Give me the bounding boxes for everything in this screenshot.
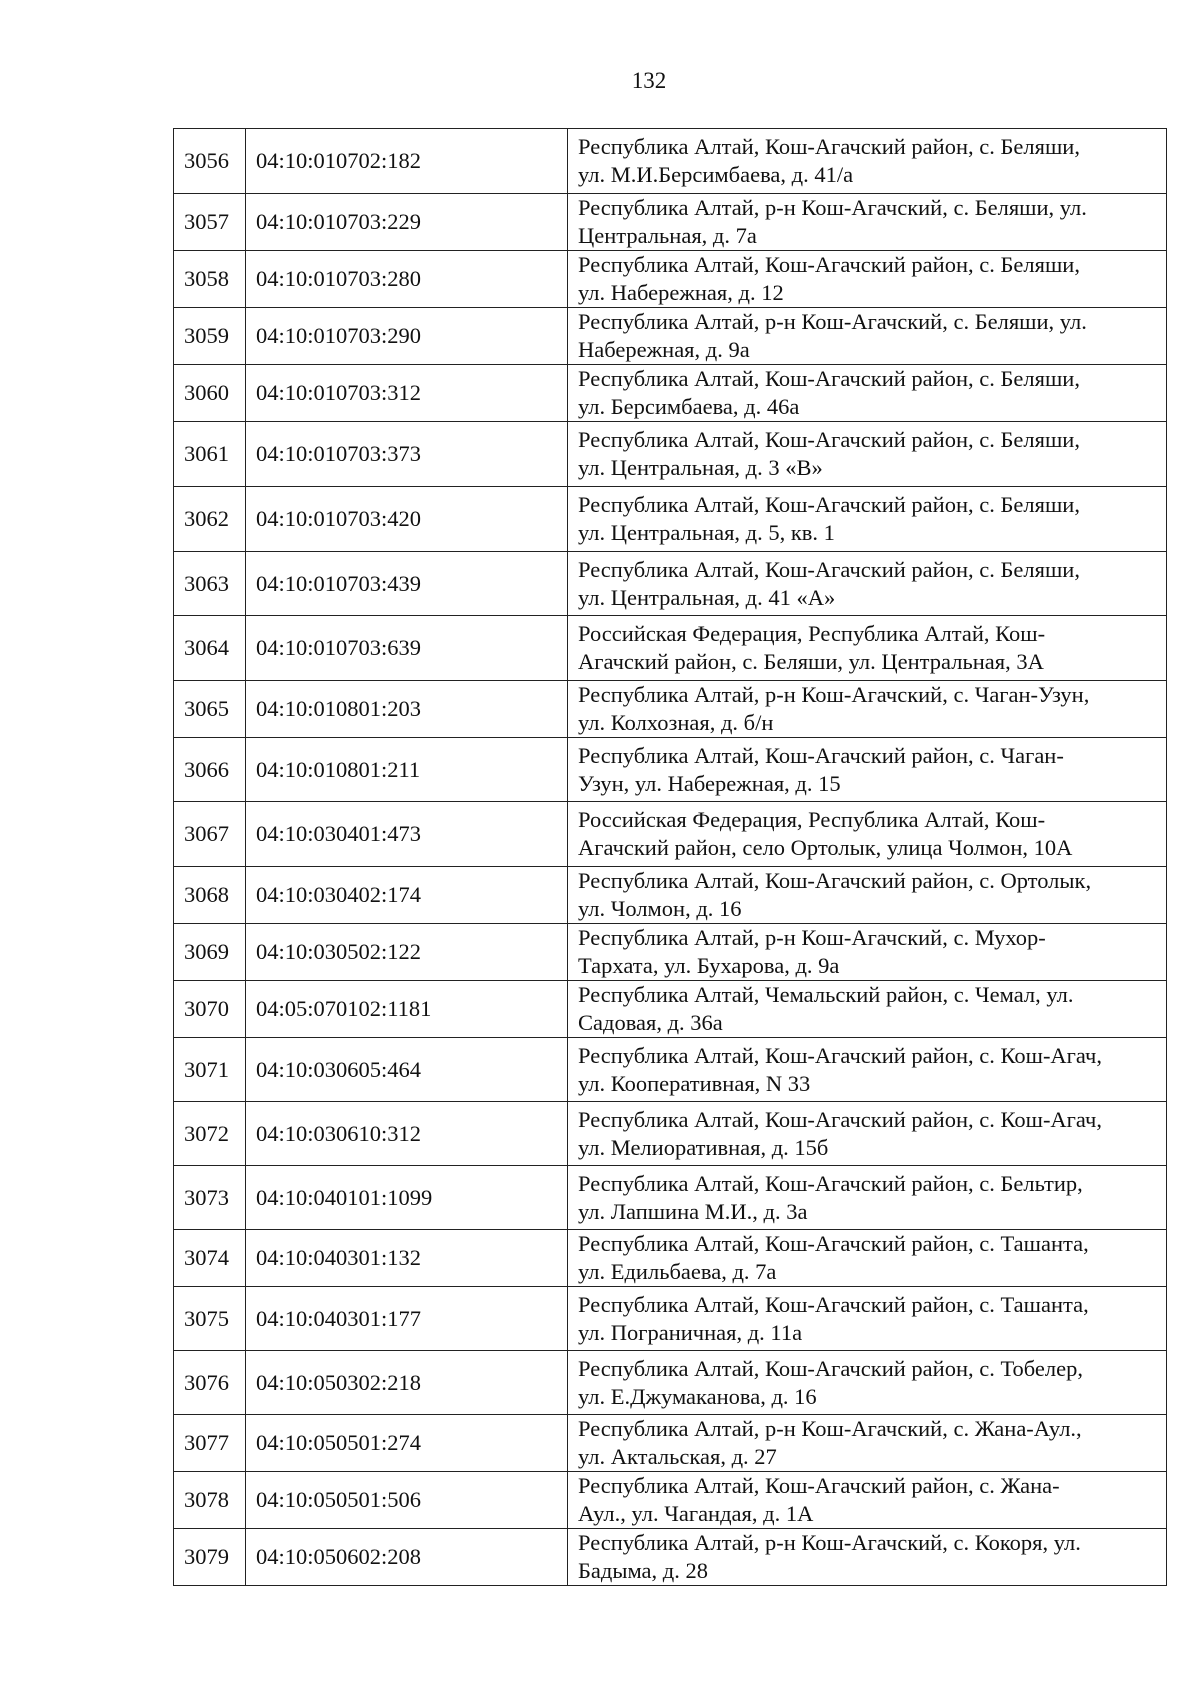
address-line-1: Российская Федерация, Республика Алтай, Кош- (578, 621, 1046, 646)
cadastral-number: 04:10:030605:464 (246, 1038, 568, 1102)
address-line-1: Республика Алтай, Кош-Агачский район, с. Чаган- (578, 742, 1064, 768)
row-number: 3063 (174, 552, 246, 616)
address-line-1: Республика Алтай, Кош-Агачский район, с. Жана- (578, 1473, 1060, 1498)
table-row (174, 738, 1167, 802)
cadastral-number: 04:10:040301:177 (246, 1287, 568, 1351)
address-line-1: Республика Алтай, Кош-Агачский район, с. Беляши, (578, 427, 1080, 452)
row-number: 3073 (174, 1166, 246, 1230)
table-row (174, 487, 1167, 552)
address-line-1: Республика Алтай, Кош-Агачский район, с. Ташанта, (578, 1231, 1089, 1256)
address-line-2: Центральная, д. 7а (578, 223, 757, 248)
row-number: 3077 (174, 1415, 246, 1472)
row-number: 3075 (174, 1287, 246, 1351)
address-line-2: ул. Чолмон, д. 16 (578, 896, 742, 921)
row-number: 3066 (174, 738, 246, 802)
address-cell (568, 129, 1167, 194)
cadastral-number: 04:10:010703:639 (246, 616, 568, 681)
table-row (174, 616, 1167, 681)
address-line-2: Садовая, д. 36а (578, 1010, 723, 1035)
address-line-2: ул. Пограничная, д. 11а (578, 1319, 803, 1345)
cadastral-number: 04:05:070102:1181 (246, 981, 568, 1038)
table-row (174, 981, 1167, 1038)
address-line-1: Республика Алтай, Кош-Агачский район, с. Беляши, (578, 134, 1080, 159)
address-line-2: ул. Мелиоративная, д. 15б (578, 1134, 829, 1160)
address-cell (568, 487, 1167, 552)
address-line-1: Республика Алтай, р-н Кош-Агачский, с. Беляши, ул. (578, 309, 1087, 334)
address-line-1: Республика Алтай, Кош-Агачский район, с. Ортолык, (578, 868, 1092, 893)
address-cell (568, 365, 1167, 422)
address-line-2: Бадыма, д. 28 (578, 1558, 708, 1583)
table-row (174, 1038, 1167, 1102)
cadastral-number: 04:10:050501:506 (246, 1472, 568, 1529)
registry-table-body (174, 129, 1167, 1586)
address-line-1: Республика Алтай, Кош-Агачский район, с. Ташанта, (578, 1291, 1089, 1317)
row-number: 3078 (174, 1472, 246, 1529)
table-row (174, 552, 1167, 616)
address-line-2: Тархата, ул. Бухарова, д. 9а (578, 953, 840, 978)
address-cell (568, 1102, 1167, 1166)
table-row (174, 867, 1167, 924)
row-number: 3064 (174, 616, 246, 681)
row-number: 3069 (174, 924, 246, 981)
address-cell (568, 681, 1167, 738)
row-number: 3071 (174, 1038, 246, 1102)
cadastral-number: 04:10:010703:312 (246, 365, 568, 422)
cadastral-number: 04:10:030401:473 (246, 802, 568, 867)
row-number: 3059 (174, 308, 246, 365)
cadastral-number: 04:10:010703:373 (246, 422, 568, 487)
address-line-1: Республика Алтай, Кош-Агачский район, с. Беляши, (578, 252, 1080, 277)
table-row (174, 1351, 1167, 1415)
cadastral-number: 04:10:010801:211 (246, 738, 568, 802)
cadastral-number: 04:10:040101:1099 (246, 1166, 568, 1230)
address-line-2: ул. М.И.Берсимбаева, д. 41/а (578, 162, 854, 187)
address-cell (568, 251, 1167, 308)
address-line-1: Республика Алтай, р-н Кош-Агачский, с. Беляши, ул. (578, 195, 1087, 220)
address-cell (568, 616, 1167, 681)
address-cell (568, 1472, 1167, 1529)
table-row (174, 365, 1167, 422)
address-line-2: ул. Центральная, д. 5, кв. 1 (578, 520, 835, 545)
address-line-1: Республика Алтай, р-н Кош-Агачский, с. Кокоря, ул. (578, 1530, 1081, 1555)
address-cell (568, 1415, 1167, 1472)
table-row (174, 1415, 1167, 1472)
address-line-1: Республика Алтай, Кош-Агачский район, с. Кош-Агач, (578, 1106, 1102, 1132)
address-cell (568, 308, 1167, 365)
address-line-2: ул. Берсимбаева, д. 46а (578, 394, 800, 419)
address-cell (568, 1230, 1167, 1287)
table-row (174, 1529, 1167, 1586)
address-line-2: ул. Кооперативная, N 33 (578, 1070, 811, 1096)
row-number: 3079 (174, 1529, 246, 1586)
address-line-2: Агачский район, село Ортолык, улица Чолмон, 10А (578, 835, 1073, 860)
address-cell (568, 552, 1167, 616)
address-cell (568, 867, 1167, 924)
row-number: 3070 (174, 981, 246, 1038)
table-row (174, 1166, 1167, 1230)
table-row (174, 308, 1167, 365)
cadastral-number: 04:10:010801:203 (246, 681, 568, 738)
cadastral-number: 04:10:010703:290 (246, 308, 568, 365)
address-line-2: Набережная, д. 9а (578, 337, 750, 362)
address-line-1: Республика Алтай, Чемальский район, с. Чемал, ул. (578, 982, 1074, 1007)
row-number: 3072 (174, 1102, 246, 1166)
table-row (174, 251, 1167, 308)
address-line-2: ул. Лапшина М.И., д. 3а (578, 1198, 808, 1224)
address-cell (568, 422, 1167, 487)
registry-table (173, 128, 1167, 1586)
address-line-1: Республика Алтай, Кош-Агачский район, с. Кош-Агач, (578, 1042, 1102, 1068)
address-line-2: ул. Центральная, д. 41 «А» (578, 584, 836, 610)
address-line-1: Республика Алтай, Кош-Агачский район, с. Беляши, (578, 366, 1080, 391)
address-cell (568, 738, 1167, 802)
row-number: 3065 (174, 681, 246, 738)
row-number: 3058 (174, 251, 246, 308)
row-number: 3057 (174, 194, 246, 251)
cadastral-number: 04:10:030610:312 (246, 1102, 568, 1166)
table-row (174, 802, 1167, 867)
cadastral-number: 04:10:050602:208 (246, 1529, 568, 1586)
row-number: 3056 (174, 129, 246, 194)
address-line-1: Республика Алтай, р-н Кош-Агачский, с. Мухор- (578, 925, 1046, 950)
table-row (174, 1472, 1167, 1529)
address-line-1: Республика Алтай, р-н Кош-Агачский, с. Чаган-Узун, (578, 682, 1090, 707)
address-line-2: ул. Едильбаева, д. 7а (578, 1259, 777, 1284)
table-row (174, 924, 1167, 981)
table-row (174, 1102, 1167, 1166)
address-cell (568, 1038, 1167, 1102)
cadastral-number: 04:10:010703:280 (246, 251, 568, 308)
address-line-2: ул. Актальская, д. 27 (578, 1444, 777, 1469)
address-line-2: ул. Колхозная, д. б/н (578, 710, 774, 735)
address-cell (568, 1287, 1167, 1351)
address-line-1: Республика Алтай, Кош-Агачский район, с. Беляши, (578, 556, 1080, 582)
address-line-1: Республика Алтай, Кош-Агачский район, с. Беляши, (578, 492, 1080, 517)
address-line-2: ул. Набережная, д. 12 (578, 280, 784, 305)
table-row (174, 681, 1167, 738)
table-row (174, 1230, 1167, 1287)
address-line-1: Российская Федерация, Республика Алтай, Кош- (578, 807, 1046, 832)
cadastral-number: 04:10:050302:218 (246, 1351, 568, 1415)
address-cell (568, 194, 1167, 251)
row-number: 3076 (174, 1351, 246, 1415)
row-number: 3061 (174, 422, 246, 487)
address-cell (568, 924, 1167, 981)
address-cell (568, 1529, 1167, 1586)
address-line-1: Республика Алтай, Кош-Агачский район, с. Бельтир, (578, 1170, 1083, 1196)
address-cell (568, 802, 1167, 867)
table-row (174, 422, 1167, 487)
address-cell (568, 1166, 1167, 1230)
row-number: 3062 (174, 487, 246, 552)
address-line-1: Республика Алтай, р-н Кош-Агачский, с. Жана-Аул., (578, 1416, 1082, 1441)
table-row (174, 129, 1167, 194)
row-number: 3067 (174, 802, 246, 867)
cadastral-number: 04:10:010703:439 (246, 552, 568, 616)
address-line-2: ул. Е.Джумаканова, д. 16 (578, 1383, 817, 1409)
cadastral-number: 04:10:040301:132 (246, 1230, 568, 1287)
address-cell (568, 981, 1167, 1038)
table-row (174, 194, 1167, 251)
cadastral-number: 04:10:050501:274 (246, 1415, 568, 1472)
cadastral-number: 04:10:010703:229 (246, 194, 568, 251)
cadastral-number: 04:10:010702:182 (246, 129, 568, 194)
address-line-2: Узун, ул. Набережная, д. 15 (578, 770, 841, 796)
cadastral-number: 04:10:010703:420 (246, 487, 568, 552)
cadastral-number: 04:10:030502:122 (246, 924, 568, 981)
address-line-2: Агачский район, с. Беляши, ул. Центральная, 3А (578, 649, 1044, 674)
address-cell (568, 1351, 1167, 1415)
row-number: 3068 (174, 867, 246, 924)
row-number: 3074 (174, 1230, 246, 1287)
address-line-1: Республика Алтай, Кош-Агачский район, с. Тобелер, (578, 1355, 1084, 1381)
row-number: 3060 (174, 365, 246, 422)
address-line-2: Аул., ул. Чагандая, д. 1А (578, 1501, 814, 1526)
page-number: 132 (631, 68, 667, 93)
table-row (174, 1287, 1167, 1351)
address-line-2: ул. Центральная, д. 3 «В» (578, 455, 823, 480)
cadastral-number: 04:10:030402:174 (246, 867, 568, 924)
